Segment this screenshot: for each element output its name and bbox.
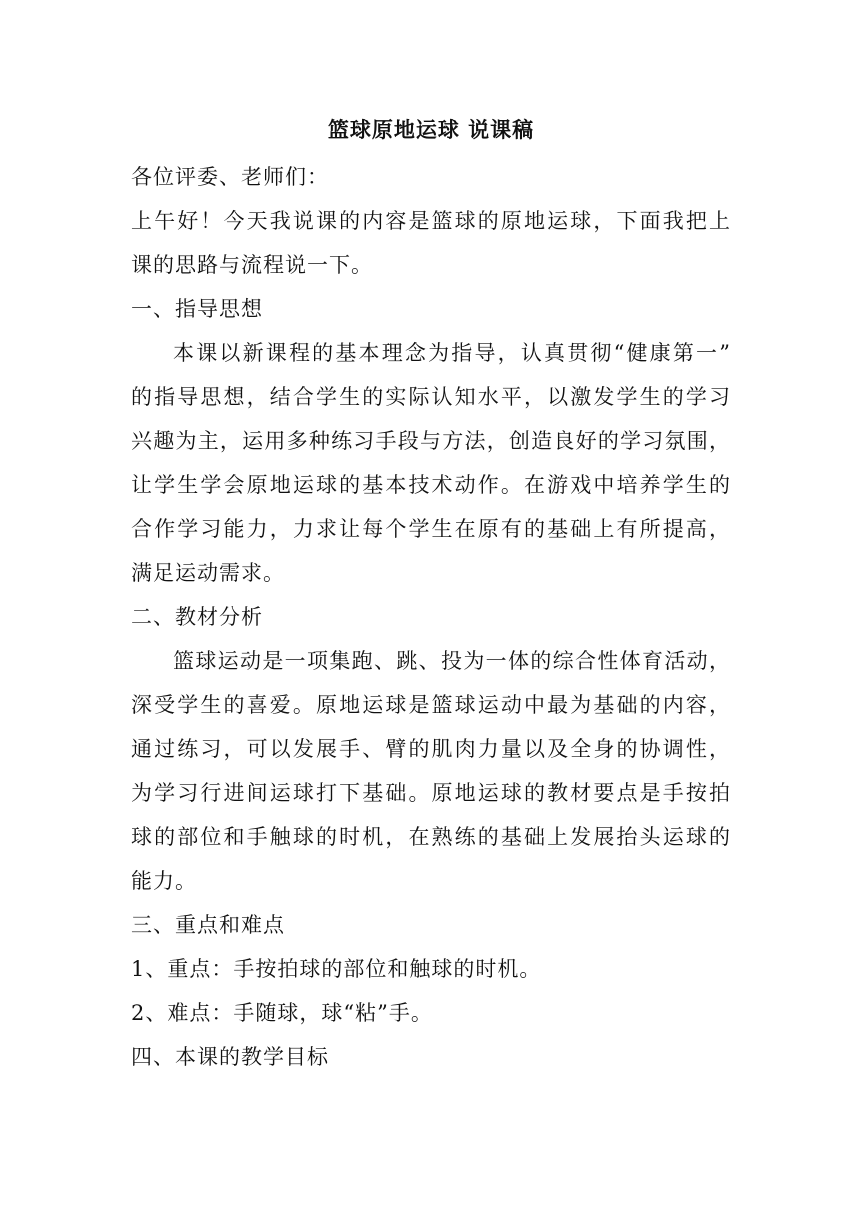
intro-line: 课的思路与流程说一下。 [131,253,373,277]
paragraph-line: 球的部位和手触球的时机，在熟练的基础上发展抬头运球的 [131,825,731,849]
section-heading-teaching-objectives: 四、本课的教学目标 [131,1045,329,1069]
textbook-analysis-paragraph [131,639,731,903]
document-title: 篮球原地运球 说课稿 [327,117,535,142]
paragraph-line: 为学习行进间运球打下基础。原地运球的教材要点是手按拍 [131,781,731,805]
key-point-item: 1、重点：手按拍球的部位和触球的时机。 [131,957,542,981]
paragraph-line: 深受学生的喜爱。原地运球是篮球运动中最为基础的内容， [131,693,731,717]
paragraph-line: 让学生学会原地运球的基本技术动作。在游戏中培养学生的 [131,473,731,497]
intro-line: 上午好！今天我说课的内容是篮球的原地运球，下面我把上 [131,209,731,233]
paragraph-line: 满足运动需求。 [131,561,285,585]
paragraph-line: 兴趣为主，运用多种练习手段与方法，创造良好的学习氛围， [131,429,731,453]
paragraph-line: 能力。 [131,869,197,893]
paragraph-line: 篮球运动是一项集跑、跳、投为一体的综合性体育活动， [173,649,731,673]
guiding-ideology-paragraph [131,331,731,595]
paragraph-line: 合作学习能力，力求让每个学生在原有的基础上有所提高， [131,517,731,541]
intro-paragraph [131,199,731,287]
paragraph-line: 本课以新课程的基本理念为指导，认真贯彻“健康第一” [173,341,731,365]
document-body [131,111,731,1079]
section-heading-key-points: 三、重点和难点 [131,913,285,937]
section-heading-guiding-ideology: 一、指导思想 [131,297,263,321]
greeting: 各位评委、老师们： [131,165,329,189]
paragraph-line: 通过练习，可以发展手、臂的肌肉力量以及全身的协调性， [131,737,731,761]
section-heading-textbook-analysis: 二、教材分析 [131,605,263,629]
paragraph-line: 的指导思想，结合学生的实际认知水平，以激发学生的学习 [131,385,731,409]
difficulty-item: 2、难点：手随球，球“粘”手。 [131,1001,433,1025]
